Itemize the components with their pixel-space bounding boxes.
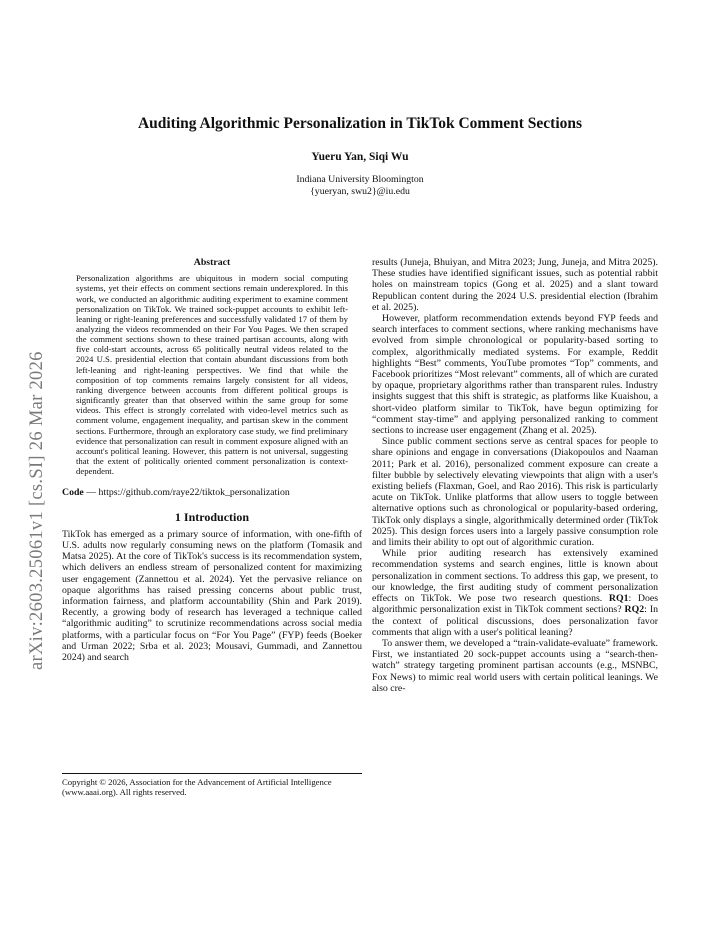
abstract-heading: Abstract <box>193 257 231 268</box>
left-column <box>62 257 362 663</box>
section-heading-introduction: 1 Introduction <box>174 509 250 524</box>
right-column <box>372 257 658 694</box>
right-paragraph-4 <box>372 548 658 638</box>
rq2-label: RQ2 <box>624 604 645 616</box>
code-link[interactable]: https://github.com/raye22/tiktok_personalization <box>98 487 290 499</box>
affiliation: Indiana University Bloomington <box>296 174 424 185</box>
right-paragraph-1: results (Juneja, Bhuiyan, and Mitra 2023; Jung, Juneja, and Mitra 2025). These studies have identified significant issues, such as potential rabbit holes on mainstream topics (Gong et al. 2025) and a slant toward Republican content during the 2024 U.S. presidential election (Ibrahim et al. 2025). <box>372 257 658 313</box>
rq1-label: RQ1 <box>608 593 629 605</box>
rq-intro-text: While prior auditing research has extensively examined recommendation systems and search engines, little is known about personalization in comment sections. To address this gap, we present, to our knowledge, the first auditing study of comment personalization effects on TikTok. We pose two research questions. <box>372 548 658 605</box>
copyright-footnote: Copyright © 2026, Association for the Advancement of Artificial Intelligence (www.aaai.org). All rights reserved. <box>62 773 362 797</box>
code-line <box>62 487 362 498</box>
right-paragraph-3: Since public comment sections serve as central spaces for people to share opinions and engage in conversations (Diakopoulos and Naaman 2011; Park et al. 2016), personalized comment exposure can create a filter bubble by selectively elevating viewpoints that align with a user's existing beliefs (Flaxman, Goel, and Rao 2016). This risk is particularly acute on TikTok. Unlike platforms that allow users to toggle between alternative options such as chronological or popularity-based ordering, TikTok only displays a single, algorithmically determined order (TikTok 2025). This design forces users into a largely passive consumption role and limits their ability to opt out of algorithmic curation. <box>372 436 658 549</box>
right-paragraph-5: To answer them, we developed a “train-validate-evaluate” framework. First, we instantiated 20 sock-puppet accounts using a “search-then-watch” strategy targeting prominent partisan accounts (e.g., MSNBC, Fox News) to mimic real world users with certain political leanings. We also cre- <box>372 637 658 694</box>
right-paragraph-2: However, platform recommendation extends beyond FYP feeds and search interfaces to comment sections, where ranking mechanisms have evolved from simple chronological or popularity-based sorting to complex, algorithmically mediated systems. For example, Reddit highlights “Best” comments, YouTube promotes “Top” comments, and Facebook prioritizes “Most relevant” comments, all of which are curated by opaque, proprietary algorithms rather than transparent rules. Industry insights suggest that this shift is strategic, as platforms like Kuaishou, a short-video platform similar to TikTok, have begun optimizing for “comment stay-time” and applying personalized ranking to comment sections to increase user engagement (Zhang et al. 2025). <box>372 313 658 437</box>
code-label: Code <box>62 487 84 499</box>
author-email: {yueryan, swu2}@iu.edu <box>310 186 410 197</box>
paper-title: Auditing Algorithmic Personalization in TikTok Comment Sections <box>137 115 583 132</box>
intro-paragraph: TikTok has emerged as a primary source of information, with one-fifth of U.S. adults now regularly consuming news on the platform (Tomasik and Matsa 2025). At the core of TikTok's success is its recommendation system, which delivers an endless stream of personalized content for maximizing user engagement (Zannettou et al. 2024). Yet the pervasive reliance on opaque algorithms has raised pressing concerns about public trust, information fairness, and platform accountability (Shin and Park 2019). Recently, a growing body of research has leveraged a technique called “algorithmic auditing” to scrutinize recommendations across social media platforms, with a particular focus on “For You Page” (FYP) feeds (Boeker and Urman 2022; Srba et al. 2023; Mousavi, Gummadi, and Zannettou 2024) and search <box>62 528 362 663</box>
authors: Yueru Yan, Siqi Wu <box>311 151 409 163</box>
rq2-text: : In the context of political discussions, does personalization favor comments that align with a user's political leaning? <box>372 604 658 638</box>
arxiv-identifier: arXiv:2603.25061v1 [cs.SI] 26 Mar 2026 <box>27 351 47 670</box>
rq1-text: : Does algorithmic personalization exist in TikTok comment sections? <box>372 593 659 616</box>
code-separator: — <box>83 487 99 499</box>
abstract-text: Personalization algorithms are ubiquitous in modern social computing systems, yet their effects on comment sections remain underexplored. In this work, we conducted an algorithmic auditing experiment to examine comment personalization on TikTok. We trained sock-puppet accounts to exhibit left-leaning or right-leaning preferences and successfully validated 17 of them by analyzing the videos recommended on their For You Pages. We then scraped the comment sections shown to these trained partisan accounts, along with five cold-start accounts, across 65 politically neutral videos related to the 2024 U.S. presidential election that contain abundant discussions from both left-leaning and right-leaning perspectives. We find that while the composition of top comments remains largely consistent for all videos, ranking divergence between accounts from different political groups is significantly greater than that observed within the same group for some videos. This effect is strongly correlated with video-level metrics such as comment volume, engagement inequality, and partisan skew in the comment sections. Furthermore, through an exploratory case study, we find preliminary evidence that personalization can result in comment exposure aligned with an account's political leaning. However, this pattern is not universal, suggesting that the extent of politically oriented comment personalization is context-dependent. <box>76 273 348 477</box>
